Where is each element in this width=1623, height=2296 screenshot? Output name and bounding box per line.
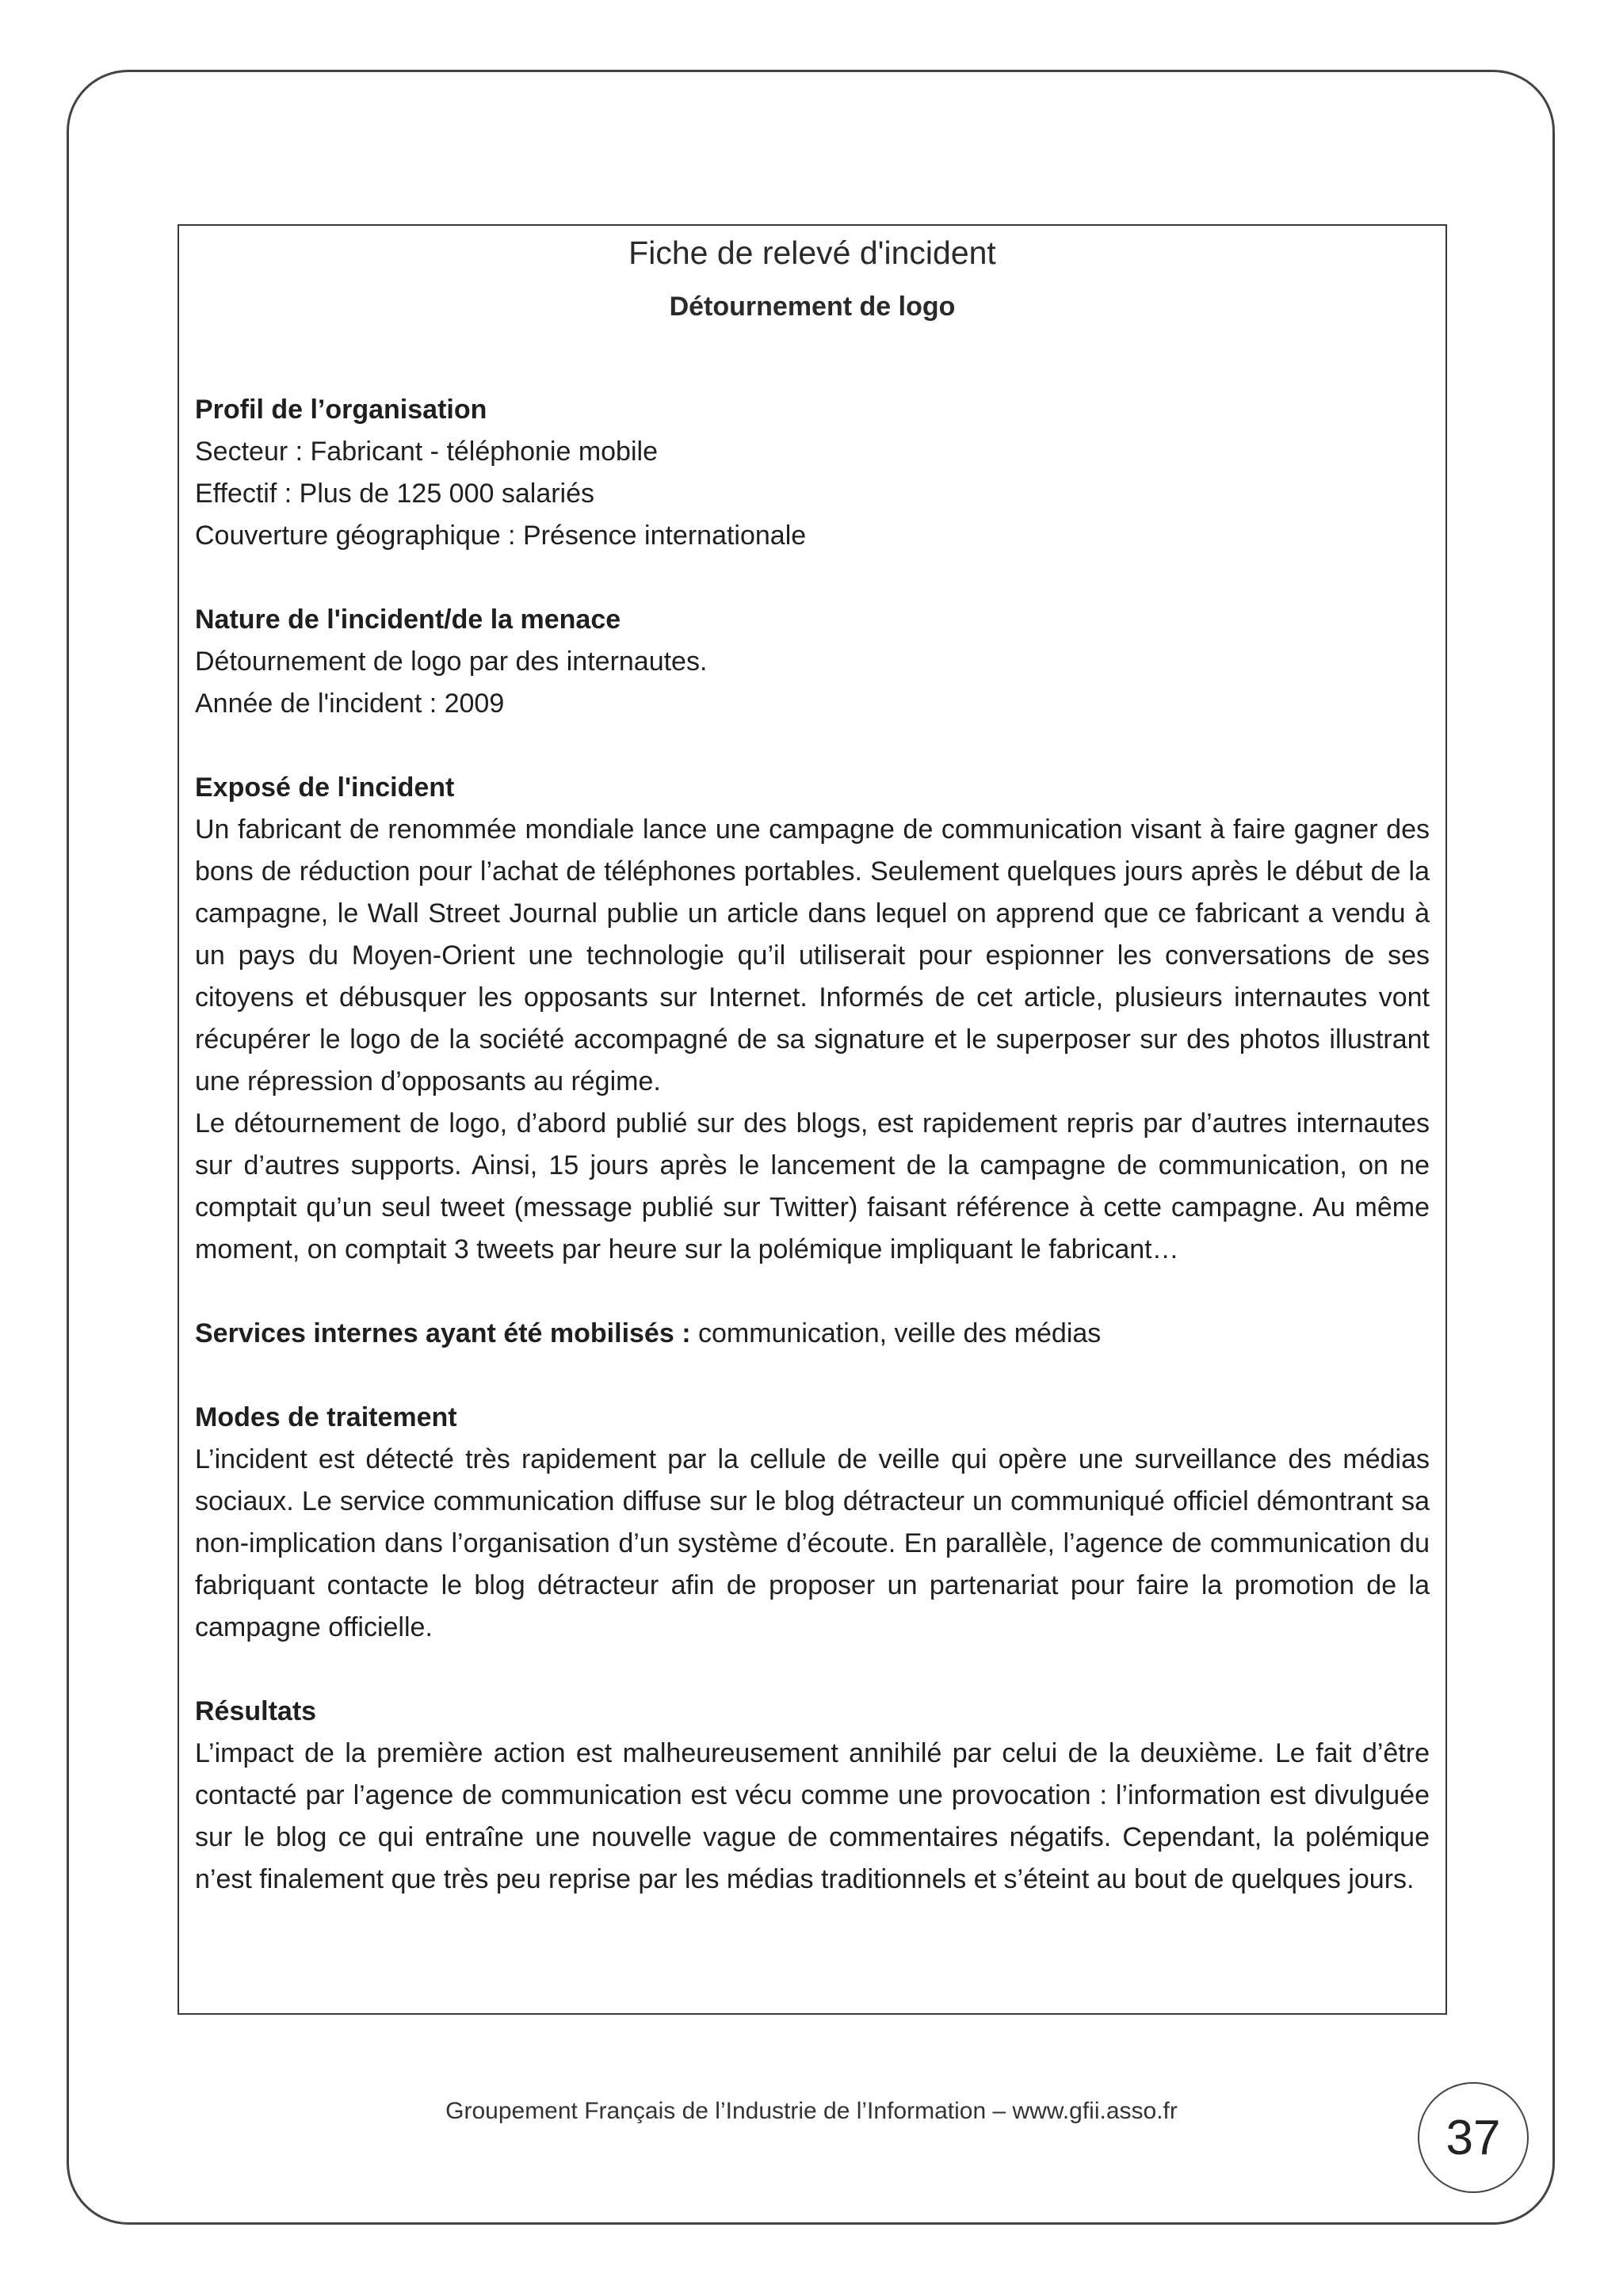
page-footer: Groupement Français de l’Industrie de l’Information – www.gfii.asso.fr (445, 2098, 1178, 2124)
profil-effectif: Effectif : Plus de 125 000 salariés (195, 479, 595, 509)
nature-annee: Année de l'incident : 2009 (195, 688, 505, 719)
services-separator: : (674, 1318, 698, 1348)
profil-heading: Profil de l’organisation (195, 395, 487, 425)
section-services (195, 1313, 1430, 1355)
services-heading: Services internes ayant été mobilisés (195, 1318, 674, 1348)
nature-description: Détournement de logo par des internautes. (195, 646, 708, 677)
profil-couverture: Couverture géographique : Présence internationale (195, 521, 807, 551)
section-nature (195, 599, 1430, 725)
modes-paragraph: L’incident est détecté très rapidement par la cellule de veille qui opère une surveillance des médias sociaux. Le service communication diffuse sur le blog détracteur un communiqué officiel démontrant sa non-implication dans l’organisation d’un système d’écoute. En parallèle, l’agence de communication du fabriquant contacte le blog détracteur afin de proposer un partenariat pour faire la promotion de la campagne officielle. (195, 1444, 1430, 1642)
section-profil (195, 389, 1430, 557)
modes-heading: Modes de traitement (195, 1402, 457, 1432)
incident-card (178, 224, 1447, 2015)
card-title: Fiche de relevé d'incident (628, 235, 996, 271)
expose-paragraph-2: Le détournement de logo, d’abord publié sur des blogs, est rapidement repris par d’autres internautes sur d’autres supports. Ainsi, 15 jours après le lancement de la campagne de communication, on ne comptait qu’un seul tweet (message publié sur Twitter) faisant référence à cette campagne. Au même moment, on comptait 3 tweets par heure sur la polémique impliquant le fabricant… (195, 1108, 1430, 1264)
page-number: 37 (1418, 2082, 1529, 2193)
resultats-heading: Résultats (195, 1696, 317, 1726)
section-resultats (195, 1691, 1430, 1901)
card-subtitle: Détournement de logo (669, 292, 956, 322)
section-expose (195, 767, 1430, 1271)
expose-paragraph-1: Un fabricant de renommée mondiale lance une campagne de communication visant à faire gagner des bons de réduction pour l’achat de téléphones portables. Seulement quelques jours après le début de la campagne, le Wall Street Journal publie un article dans lequel on apprend que ce fabricant a vendu à un pays du Moyen-Orient une technologie qu’il utiliserait pour espionner les conversations de ses citoyens et débusquer les opposants sur Internet. Informés de cet article, plusieurs internautes vont récupérer le logo de la société accompagné de sa signature et le superposer sur des photos illustrant une répression d’opposants au régime. (195, 814, 1430, 1097)
expose-heading: Exposé de l'incident (195, 772, 455, 803)
profil-secteur: Secteur : Fabricant - téléphonie mobile (195, 437, 658, 467)
services-text: communication, veille des médias (697, 1318, 1102, 1348)
section-modes (195, 1397, 1430, 1649)
nature-heading: Nature de l'incident/de la menace (195, 605, 621, 635)
resultats-paragraph: L’impact de la première action est malheureusement annihilé par celui de la deuxième. Le fait d’être contacté par l’agence de communication est vécu comme une provocation : l’information est divulguée sur le blog ce qui entraîne une nouvelle vague de commentaires négatifs. Cependant, la polémique n’est finalement que très peu reprise par les médias traditionnels et s’éteint au bout de quelques jours. (195, 1738, 1430, 1894)
